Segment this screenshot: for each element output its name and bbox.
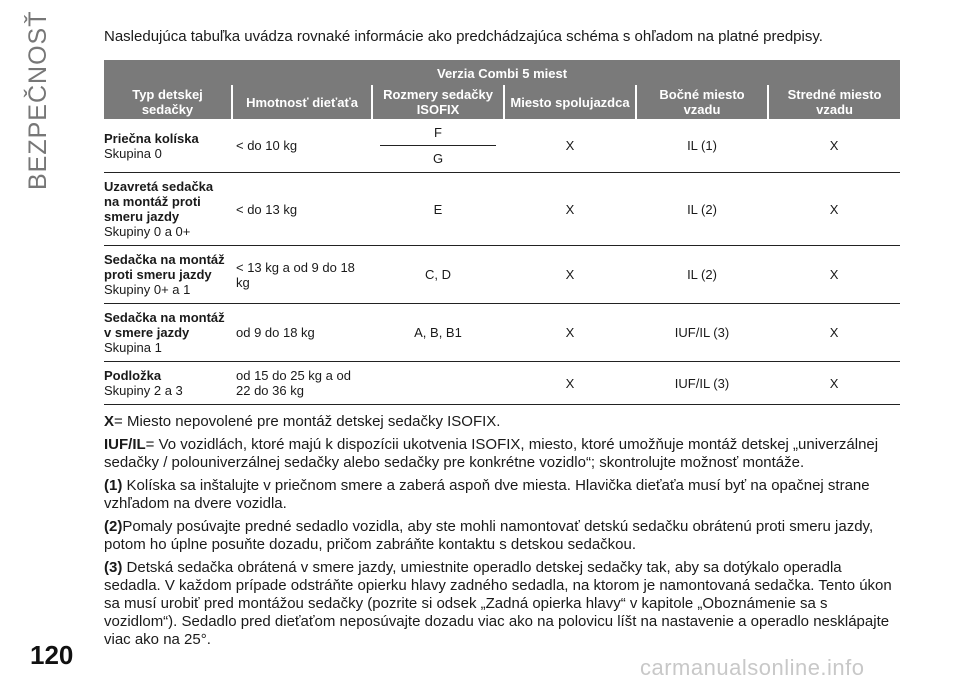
watermark: carmanualsonline.info	[640, 655, 865, 680]
isofix-table	[104, 60, 900, 405]
rear-center-cell: X	[768, 246, 900, 304]
table-row	[104, 246, 900, 304]
rear-center-cell: X	[768, 362, 900, 405]
seat-type-cell	[104, 173, 232, 246]
passenger-cell: X	[504, 304, 636, 362]
rear-side-cell: IUF/IL (3)	[636, 304, 768, 362]
passenger-cell: X	[504, 119, 636, 173]
isofix-size-top: F	[434, 125, 442, 140]
seat-type-group: Skupina 1	[104, 340, 162, 355]
table-row	[104, 119, 900, 173]
seat-type-name: Priečna kolíska	[104, 130, 199, 146]
note-item	[104, 559, 900, 649]
note-item	[104, 436, 900, 472]
rear-side-cell: IL (2)	[636, 173, 768, 246]
isofix-cell	[372, 362, 504, 405]
section-side-title	[24, 10, 64, 190]
seat-type-name: Uzavretá sedačka na montáž proti smeru jazdy	[104, 179, 214, 224]
seat-type-cell	[104, 304, 232, 362]
note-key: IUF/IL	[104, 436, 146, 453]
note-item	[104, 518, 900, 554]
seat-type-cell	[104, 246, 232, 304]
note-text: = Miesto nepovolené pre montáž detskej sedačky ISOFIX.	[114, 413, 501, 430]
page-number: 120	[30, 640, 74, 670]
col-header-passenger: Miesto spolujazdca	[504, 85, 636, 119]
rear-side-cell: IL (2)	[636, 246, 768, 304]
note-item	[104, 477, 900, 513]
col-header-rear-center: Stredné miesto vzadu	[768, 85, 900, 119]
seat-type-name: Sedačka na montáž v smere jazdy	[104, 310, 225, 340]
passenger-cell: X	[504, 362, 636, 405]
seat-type-group: Skupiny 0 a 0+	[104, 224, 191, 239]
passenger-cell: X	[504, 246, 636, 304]
seat-type-group: Skupiny 2 a 3	[104, 383, 183, 398]
rear-center-cell: X	[768, 173, 900, 246]
col-header-rear-side: Bočné miesto vzadu	[636, 85, 768, 119]
seat-type-group: Skupina 0	[104, 145, 162, 161]
isofix-cell	[372, 119, 504, 173]
section-side-title-text: BEZPEČNOSŤ	[24, 10, 52, 190]
col-header-isofix: Rozmery sedačky ISOFIX	[372, 85, 504, 119]
seat-type-group: Skupiny 0+ a 1	[104, 282, 191, 297]
isofix-cell: A, B, B1	[372, 304, 504, 362]
col-header-type: Typ detskej sedačky	[104, 85, 232, 119]
rear-center-cell: X	[768, 304, 900, 362]
col-header-weight: Hmotnosť dieťaťa	[232, 85, 372, 119]
version-header: Verzia Combi 5 miest	[104, 60, 900, 85]
note-key: (2)	[104, 518, 123, 535]
isofix-cell: E	[372, 173, 504, 246]
table-row	[104, 304, 900, 362]
isofix-size-bottom: G	[432, 151, 444, 166]
isofix-cell: C, D	[372, 246, 504, 304]
notes-section	[104, 413, 900, 649]
isofix-divider	[380, 145, 496, 146]
seat-type-name: Sedačka na montáž proti smeru jazdy	[104, 252, 225, 282]
passenger-cell: X	[504, 173, 636, 246]
rear-center-cell: X	[768, 119, 900, 173]
table-row	[104, 173, 900, 246]
note-key: (1)	[104, 477, 123, 494]
rear-side-cell: IL (1)	[636, 119, 768, 173]
rear-side-cell: IUF/IL (3)	[636, 362, 768, 405]
weight-cell: od 9 do 18 kg	[232, 304, 372, 362]
note-key: (3)	[104, 559, 123, 576]
note-text: Kolíska sa inštalujte v priečnom smere a zaberá aspoň dve miesta. Hlavička dieťaťa musí byť na opačnej strane vzhľadom na dvere vozidla.	[104, 477, 870, 512]
weight-cell: < do 13 kg	[232, 173, 372, 246]
seat-type-cell	[104, 119, 232, 173]
weight-cell: < do 10 kg	[232, 119, 372, 173]
intro-text: Nasledujúca tabuľka uvádza rovnaké informácie ako predchádzajúca schéma s ohľadom na platné predpisy.	[104, 28, 823, 45]
note-text: Detská sedačka obrátená v smere jazdy, umiestnite operadlo detskej sedačky tak, aby sa dotýkalo operadla sedadla. V každom prípade odstráňte opierku hlavy zadného sedadla, na ktorom je namontovaná sedačka. Tento úkon sa musí urobiť pred montážou sedačky (pozrite si odsek „Zadná opierka hlavy“ v kapitole „Oboznámenie sa s vozidlom“). Sedadlo pred dieťaťom neposúvajte dozadu viac ako na polovicu líšt na nastavenie a operadlo nesklápajte viac ako na 25°.	[104, 559, 892, 648]
note-text: = Vo vozidlách, ktoré majú k dispozícii ukotvenia ISOFIX, miesto, ktoré umožňuje montáž detskej „univerzálnej sedačky / polouniverzálnej sedačky alebo sedačky pre konkrétne vozidlo“; skontrolujte možnosť montáže.	[104, 436, 879, 471]
table-row	[104, 362, 900, 405]
note-item	[104, 413, 900, 431]
seat-type-cell	[104, 362, 232, 405]
weight-cell: < 13 kg a od 9 do 18 kg	[232, 246, 372, 304]
main-content	[104, 28, 900, 654]
weight-cell: od 15 do 25 kg a od 22 do 36 kg	[232, 362, 372, 405]
seat-type-name: Podložka	[104, 368, 162, 383]
note-key: X	[104, 413, 115, 430]
note-text: Pomaly posúvajte predné sedadlo vozidla, aby ste mohli namontovať detskú sedačku obrátenú proti smeru jazdy, potom ho úplne posuňte dozadu, pričom zabráňte kontaktu s detskou sedačkou.	[104, 518, 874, 553]
